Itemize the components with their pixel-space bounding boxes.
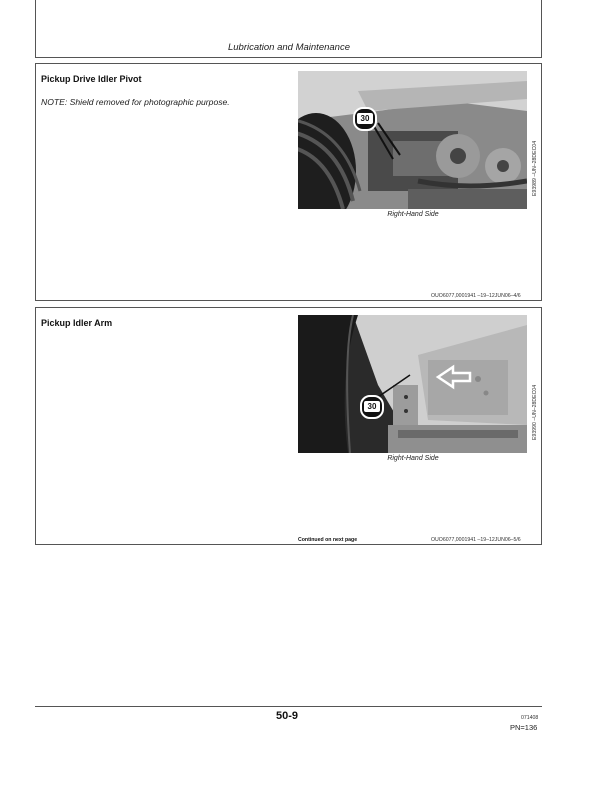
section1-left-border [35, 63, 36, 301]
footer-rule [35, 706, 542, 707]
callout-number: 30 [364, 401, 380, 412]
image-id: E93990 –UN–28DEC04 [532, 384, 538, 440]
section2-left-border [35, 307, 36, 545]
callout-number: 30 [357, 113, 373, 124]
photo-caption: Right-Hand Side [387, 455, 439, 462]
section-note: NOTE: Shield removed for photographic purpose. [41, 97, 230, 107]
grease-interval-callout [360, 395, 384, 419]
section-title: Pickup Drive Idler Pivot [41, 74, 142, 84]
section1-bottom-border [35, 300, 542, 301]
section1-top-border [35, 63, 542, 64]
section1-right-border [541, 63, 542, 301]
section2-bottom-border [35, 544, 542, 545]
section-reference: OUO6077,0001941 –19–12JUN06–5/6 [431, 537, 521, 543]
photo-illustration [298, 315, 527, 453]
page-number: 50-9 [276, 710, 299, 722]
section-title: Pickup Idler Arm [41, 318, 113, 328]
photo-pickup-idler-arm [298, 315, 527, 453]
page-header-title: Lubrication and Maintenance [227, 42, 350, 53]
section-reference: OUO6077,0001941 –19–12JUN06–4/6 [431, 293, 521, 299]
photo-caption: Right-Hand Side [387, 211, 439, 218]
photo-illustration [298, 71, 527, 209]
pn-number: PN=136 [510, 723, 538, 732]
continued-note: Continued on next page [298, 537, 358, 543]
header-rule [35, 57, 542, 58]
section2-right-border [541, 307, 542, 545]
date-code: 071408 [521, 715, 539, 721]
grease-interval-callout [353, 107, 377, 131]
section2-top-border [35, 307, 542, 308]
image-id: E93989 –UN–28DEC04 [532, 140, 538, 196]
photo-pickup-drive-idler [298, 71, 527, 209]
